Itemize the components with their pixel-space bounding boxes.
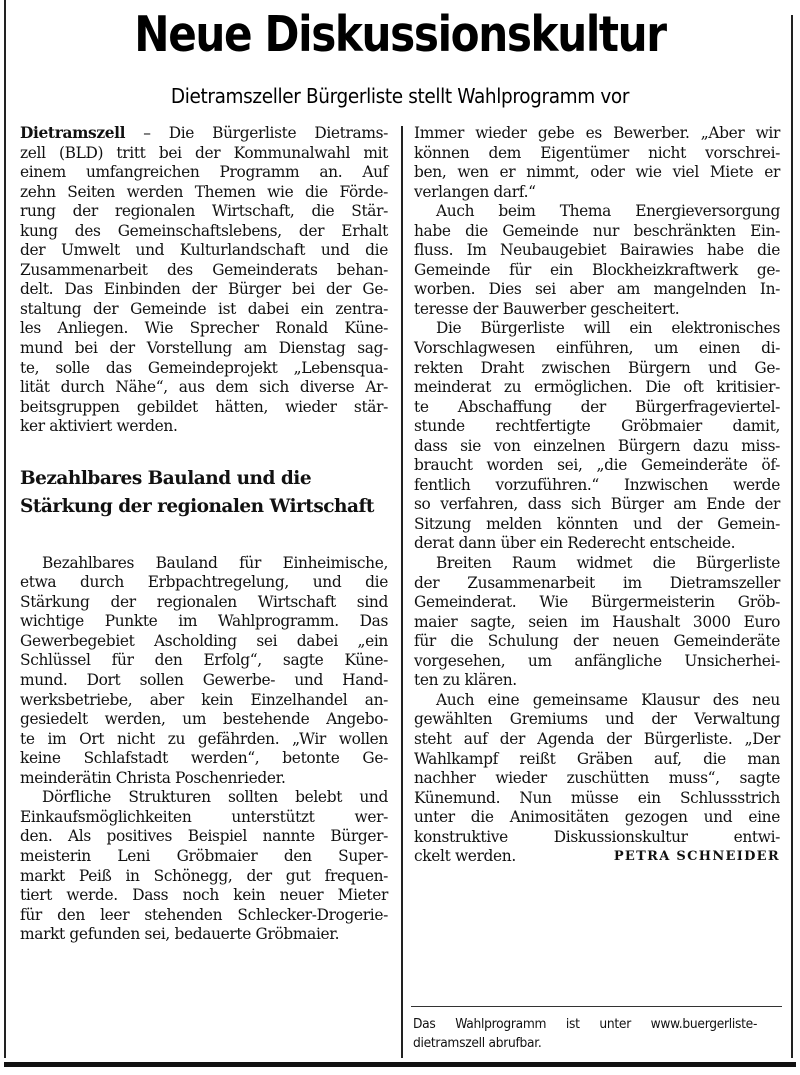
text-line: rekten Draht zwischen Bürgern und Ge- bbox=[414, 358, 780, 377]
text-line: dietramszell abrufbar. bbox=[413, 1036, 542, 1051]
text-line: Dörfliche Strukturen sollten belebt und bbox=[42, 788, 388, 807]
text-line: staltung der Gemeinde ist dabei ein zentra- bbox=[20, 299, 388, 318]
text-line: lität durch Nähe“, aus dem sich diverse Ar- bbox=[20, 378, 388, 397]
text-line: Die Bürgerliste will ein elektronisches bbox=[436, 319, 780, 338]
text-line: derat dann über ein Rederecht entscheide. bbox=[414, 534, 736, 553]
text-line: te Abschaffung der Bürgerfrageviertel- bbox=[414, 397, 780, 416]
text-line: meisterin Leni Gröbmaier den Super- bbox=[20, 846, 388, 865]
text-line: meinderätin Christa Poschenrieder. bbox=[20, 768, 286, 787]
text-line: meinderat zu ermöglichen. Die oft kritisier- bbox=[414, 378, 780, 397]
text-line: Gewerbegebiet Ascholding sei dabei „ein bbox=[20, 631, 388, 650]
text-line: markt gefunden sei, bedauerte Gröbmaier. bbox=[20, 925, 340, 944]
paragraph-energie bbox=[414, 202, 780, 319]
text-line: mund. Dort sollen Gewerbe- und Hand- bbox=[20, 671, 388, 690]
text-line: keine Schlafstadt werden“, betonte Ge- bbox=[20, 749, 388, 768]
text-line: verlangen darf.“ bbox=[414, 182, 536, 201]
text-line: steht auf der Agenda der Bürgerliste. „Der bbox=[414, 729, 780, 748]
text-line: gewählten Gremiums und der Verwaltung bbox=[414, 710, 780, 729]
text-line: Bezahlbares Bauland für Einheimische, bbox=[42, 553, 388, 572]
text-line: teresse der Bauwerber gescheitert. bbox=[414, 299, 680, 318]
text-line: kung des Gemeinschaftslebens, der Erhalt bbox=[20, 221, 388, 240]
text-line: delt. Das Einbinden der Bürger bei der Ge- bbox=[20, 280, 388, 299]
intro-paragraph bbox=[20, 124, 388, 437]
text-line: tiert werde. Dass noch kein neuer Mieter bbox=[20, 886, 388, 905]
text-line: ckelt werden. PETRA SCHNEIDER bbox=[414, 847, 780, 866]
text-line: te im Ort nicht zu gefährden. „Wir wollen bbox=[20, 729, 388, 748]
text-line: für die Schulung der neuen Gemeinderäte bbox=[414, 632, 780, 651]
text-line: konstruktive Diskussionskultur entwi- bbox=[414, 827, 780, 846]
text-line: Sitzung melden könnten und der Gemein- bbox=[414, 514, 780, 533]
text-line: braucht worden sei, „die Gemeinderäte öf- bbox=[414, 456, 780, 475]
frame-border-right bbox=[791, 15, 793, 1058]
text-line: unter die Animositäten gezogen und eine bbox=[414, 808, 780, 827]
text-line: Auch eine gemeinsame Klausur des neu bbox=[436, 690, 780, 709]
text-line: beitsgruppen gebildet hätten, wieder stär- bbox=[20, 397, 388, 416]
text-line: worben. Dies sei aber am mangelnden In- bbox=[414, 280, 780, 299]
text-line: so verfahren, dass sich Bürger am Ende der bbox=[414, 495, 780, 514]
text-line: Breiten Raum widmet die Bürgerliste bbox=[436, 554, 780, 573]
paragraph-bauland bbox=[20, 554, 388, 789]
subheadline: Dietramszeller Bürgerliste stellt Wahlprogramm vor bbox=[170, 84, 630, 108]
text-line: fluss. Im Neubaugebiet Bairawies habe die bbox=[414, 241, 780, 260]
paragraph-klausur bbox=[414, 691, 780, 867]
text-line: ker aktiviert werden. bbox=[20, 417, 178, 436]
bottom-rule bbox=[4, 1062, 796, 1067]
text-line: ten zu klären. bbox=[414, 671, 517, 690]
text-line: nachher wieder zuschütten muss“, sagte bbox=[414, 769, 780, 788]
text-line: Immer wieder gebe es Bewerber. „Aber wir bbox=[414, 124, 780, 142]
right-column bbox=[414, 124, 780, 867]
text-line: etwa durch Erbpachtregelung, und die bbox=[20, 573, 388, 592]
text-line: können dem Eigentümer nicht vorschrei- bbox=[414, 143, 780, 162]
text-line: te, solle das Gemeindeprojekt „Lebensqua- bbox=[20, 358, 388, 377]
text-line: für den leer stehenden Schlecker-Drogerie- bbox=[20, 905, 388, 924]
text-line: den. Als positives Beispiel nannte Bürger- bbox=[20, 827, 388, 846]
text-line: stunde rechtfertigte Gröbmaier damit, bbox=[414, 417, 780, 436]
frame-border-left bbox=[4, 0, 6, 1058]
text-line: werksbetriebe, aber kein Einzelhandel an- bbox=[20, 690, 388, 709]
text-line: Schlüssel für den Erfolg“, sagte Küne- bbox=[20, 651, 388, 670]
text-line: rung der regionalen Wirtschaft, die Stär- bbox=[20, 202, 388, 221]
text-line: Vorschlagwesen einführen, um einen di- bbox=[414, 339, 780, 358]
text-line: fentlich vorzuführen.“ Inzwischen werde bbox=[414, 475, 780, 494]
text-line: Künemund. Nun müsse ein Schlussstrich bbox=[414, 788, 780, 807]
headline: Neue Diskussionskultur bbox=[134, 6, 666, 63]
text-line: der Zusammenarbeit im Dietramszeller bbox=[414, 573, 780, 592]
section-subhead: Bezahlbares Bauland und die Stärkung der regionalen Wirtschaft bbox=[20, 467, 374, 518]
paragraph-zusammenarbeit bbox=[414, 554, 780, 691]
text-line: dass sie von einzelnen Bürgern dazu miss- bbox=[414, 436, 780, 455]
info-box bbox=[413, 1015, 757, 1053]
author-byline: PETRA SCHNEIDER bbox=[613, 849, 780, 865]
paragraph-bewerber bbox=[414, 124, 780, 202]
text-line: Wahlkampf reißt Gräben auf, die man bbox=[414, 749, 780, 768]
column-divider bbox=[401, 126, 403, 1058]
text-line: Einkaufsmöglichkeiten unterstützt wer- bbox=[20, 807, 388, 826]
text-line: les Anliegen. Wie Sprecher Ronald Küne- bbox=[20, 319, 388, 338]
text-line: Gemeinde für ein Blockheizkraftwerk ge- bbox=[414, 260, 780, 279]
dateline: Dietramszell bbox=[20, 124, 126, 142]
left-column bbox=[20, 124, 388, 945]
paragraph-vorschlagwesen bbox=[414, 319, 780, 554]
text-line: vorgesehen, um anfängliche Unsicherhei- bbox=[414, 651, 780, 670]
text-line: Gemeinderat. Wie Bürgermeisterin Gröb- bbox=[414, 593, 780, 612]
text-line: markt Peiß in Schönegg, der gut frequen- bbox=[20, 866, 388, 885]
text-line: habe die Gemeinde nur beschränkten Ein- bbox=[414, 221, 780, 240]
text-line: einem umfangreichen Programm an. Auf bbox=[20, 163, 388, 182]
text-line: wichtige Punkte im Wahlprogramm. Das bbox=[20, 612, 388, 631]
text-line: Auch beim Thema Energieversorgung bbox=[436, 202, 780, 221]
paragraph-dorf bbox=[20, 788, 388, 944]
text-line: Das Wahlprogramm ist unter www.buergerliste- bbox=[413, 1017, 758, 1032]
text-line: zehn Seiten werden Themen wie die Förde- bbox=[20, 182, 388, 201]
info-box-rule bbox=[411, 1006, 782, 1007]
text-line: ben, wen er nimmt, oder wie viel Miete er bbox=[414, 163, 780, 182]
text-line: maier sagte, seien im Haushalt 3000 Euro bbox=[414, 612, 780, 631]
text-line: gesiedelt werden, um bestehende Angebo- bbox=[20, 710, 388, 729]
text-line: der Umwelt und Kulturlandschaft und die bbox=[20, 241, 388, 260]
text-line: mund bei der Vorstellung am Dienstag sag- bbox=[20, 339, 388, 358]
text-line: zell (BLD) tritt bei der Kommunalwahl mit bbox=[20, 143, 388, 162]
text-line: Stärkung der regionalen Wirtschaft sind bbox=[20, 592, 388, 611]
text-line: Dietramszell – Die Bürgerliste Dietrams- bbox=[20, 124, 388, 142]
text-line: Zusammenarbeit des Gemeinderats behan- bbox=[20, 260, 388, 279]
